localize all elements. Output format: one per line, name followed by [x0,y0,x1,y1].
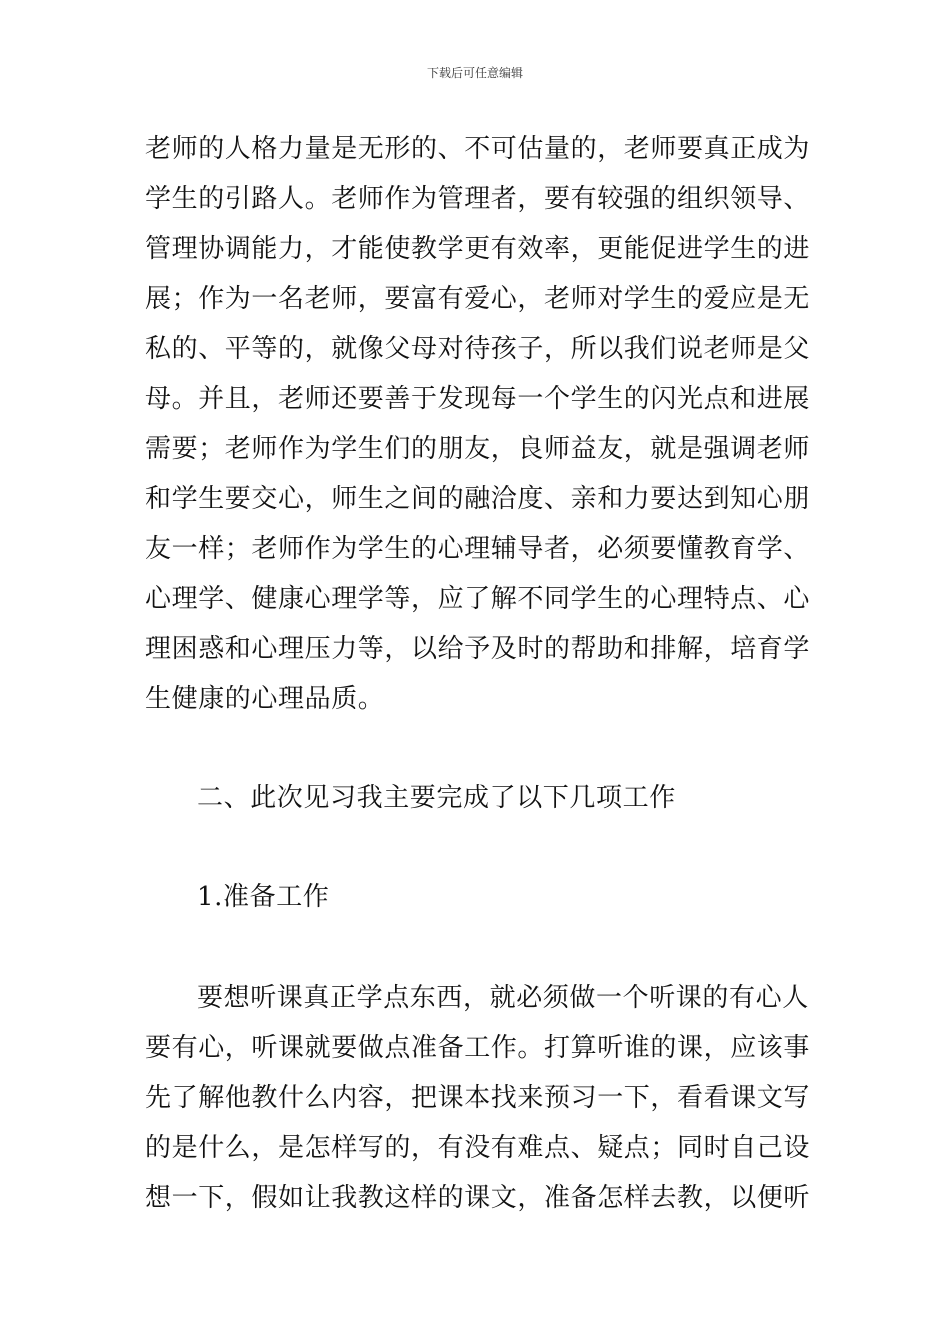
text-line: 管理协调能力，才能使教学更有效率，更能促进学生的进 [145,234,811,264]
text-line: 的是什么，是怎样写的，有没有难点、疑点；同时自己设 [145,1133,811,1163]
subsection-heading: 1.准备工作 [197,882,330,912]
text-line: 生健康的心理品质。 [145,684,385,714]
text-line: 心理学、健康心理学等，应了解不同学生的心理特点、心 [145,584,811,614]
text-line: 私的、平等的，就像父母对待孩子，所以我们说老师是父 [145,334,811,364]
text-line: 学生的引路人。老师作为管理者，要有较强的组织领导、 [145,184,811,214]
text-line: 和学生要交心，师生之间的融洽度、亲和力要达到知心朋 [145,484,811,514]
text-line: 老师的人格力量是无形的、不可估量的，老师要真正成为 [145,134,811,164]
section-heading: 二、此次见习我主要完成了以下几项工作 [197,783,676,813]
page-header-note: 下载后可任意编辑 [426,66,523,80]
text-line: 母。并且，老师还要善于发现每一个学生的闪光点和进展 [145,384,811,414]
text-line: 展；作为一名老师，要富有爱心，老师对学生的爱应是无 [145,284,811,314]
text-line: 理困惑和心理压力等，以给予及时的帮助和排解，培育学 [145,634,811,664]
text-line: 想一下，假如让我教这样的课文，准备怎样去教，以便听 [145,1183,811,1213]
text-line: 先了解他教什么内容，把课本找来预习一下，看看课文写 [145,1083,811,1113]
text-line: 要有心，听课就要做点准备工作。打算听谁的课，应该事 [145,1033,811,1063]
text-line: 需要；老师作为学生们的朋友，良师益友，就是强调老师 [145,434,811,464]
text-line: 友一样；老师作为学生的心理辅导者，必须要懂教育学、 [145,534,811,564]
text-line: 要想听课真正学点东西，就必须做一个听课的有心人 [197,983,809,1013]
